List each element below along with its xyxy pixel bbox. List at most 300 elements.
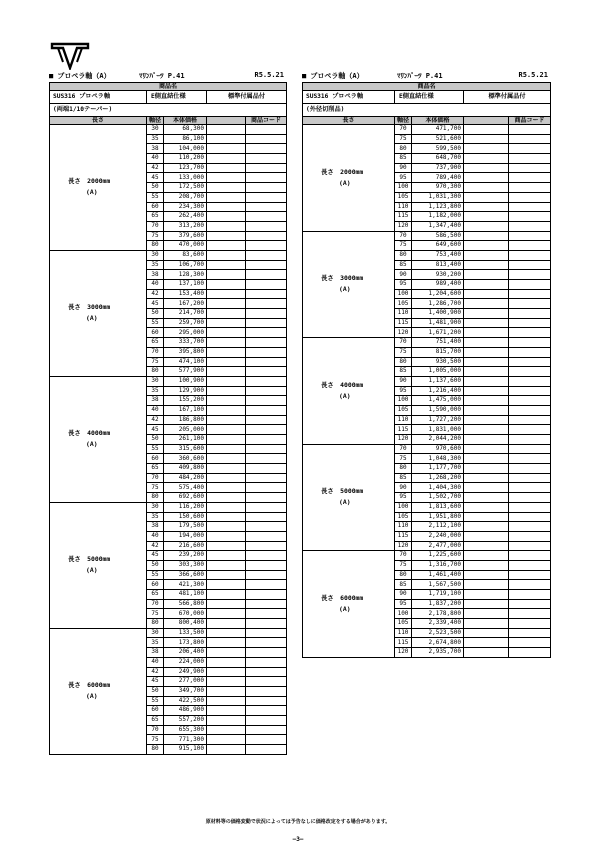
price-cell: 179,500 xyxy=(164,522,207,532)
product-code-cell xyxy=(246,250,287,260)
product-info-row xyxy=(303,91,551,104)
product-code-cell xyxy=(246,551,287,561)
band-row xyxy=(50,83,287,91)
price-cell: 1,719,100 xyxy=(412,590,464,600)
blank-cell xyxy=(207,735,246,745)
group-tag: (A) xyxy=(339,498,351,507)
price-cell: 737,900 xyxy=(412,163,464,173)
blank-cell xyxy=(464,280,509,290)
blank-cell xyxy=(464,318,509,328)
price-cell: 214,700 xyxy=(164,309,207,319)
shaft-diameter-cell: 100 xyxy=(395,609,412,619)
shaft-diameter-cell: 75 xyxy=(147,609,164,619)
price-cell: 123,700 xyxy=(164,163,207,173)
product-code-cell xyxy=(509,541,551,551)
shaft-diameter-cell: 100 xyxy=(395,502,412,512)
blank-cell xyxy=(207,376,246,386)
price-cell: 259,700 xyxy=(164,318,207,328)
price-cell: 315,600 xyxy=(164,444,207,454)
product-code-cell xyxy=(246,299,287,309)
price-cell: 586,500 xyxy=(412,231,464,241)
product-code-cell xyxy=(509,318,551,328)
price-cell: 155,200 xyxy=(164,396,207,406)
revision-date: R5.5.21 xyxy=(518,71,548,79)
length-group-cell xyxy=(303,231,395,338)
shaft-diameter-cell: 110 xyxy=(395,522,412,532)
product-sub-row xyxy=(303,104,551,117)
product-name: SUS316 プロペラ軸 xyxy=(303,91,395,104)
product-code-cell xyxy=(246,221,287,231)
product-code-cell xyxy=(246,444,287,454)
price-cell: 599,500 xyxy=(412,144,464,154)
length-group-cell xyxy=(50,125,147,251)
blank-cell xyxy=(464,638,509,648)
blank-cell xyxy=(464,541,509,551)
product-code-cell xyxy=(246,522,287,532)
price-cell: 128,300 xyxy=(164,270,207,280)
table-row xyxy=(50,376,287,386)
product-code-cell xyxy=(246,657,287,667)
shaft-diameter-cell: 38 xyxy=(147,270,164,280)
blank-cell xyxy=(207,531,246,541)
shaft-diameter-cell: 65 xyxy=(147,338,164,348)
taper-note: (両端1/10テーパー) xyxy=(50,104,287,117)
product-code-cell xyxy=(509,250,551,260)
length-group-cell xyxy=(303,444,395,551)
shaft-diameter-cell: 70 xyxy=(147,599,164,609)
shaft-diameter-cell: 105 xyxy=(395,192,412,202)
length-group-cell xyxy=(50,628,147,754)
catalog-ref: ﾏﾘﾝﾊﾟｰﾂ P.41 xyxy=(397,72,443,80)
price-cell: 133,000 xyxy=(164,173,207,183)
product-code-cell xyxy=(246,454,287,464)
product-code-cell xyxy=(246,396,287,406)
shaft-diameter-cell: 95 xyxy=(395,493,412,503)
price-cell: 1,813,600 xyxy=(412,502,464,512)
product-code-cell xyxy=(509,154,551,164)
blank-cell xyxy=(464,154,509,164)
blank-cell xyxy=(207,299,246,309)
product-code-cell xyxy=(509,280,551,290)
price-cell: 2,044,200 xyxy=(412,435,464,445)
product-code-cell xyxy=(246,745,287,755)
shaft-diameter-cell: 75 xyxy=(395,560,412,570)
price-cell: 409,800 xyxy=(164,464,207,474)
shaft-diameter-cell: 55 xyxy=(147,570,164,580)
blank-cell xyxy=(464,386,509,396)
product-info-row xyxy=(50,91,287,104)
blank-cell xyxy=(207,396,246,406)
blank-cell xyxy=(207,163,246,173)
blank-cell xyxy=(464,134,509,144)
shaft-diameter-cell: 85 xyxy=(395,154,412,164)
length-label: 長さ 3000mm xyxy=(321,274,364,283)
column-header: 商品コード xyxy=(246,117,287,125)
shaft-diameter-cell: 65 xyxy=(147,590,164,600)
product-code-cell xyxy=(246,144,287,154)
shaft-diameter-cell: 95 xyxy=(395,599,412,609)
product-code-cell xyxy=(509,454,551,464)
product-code-cell xyxy=(246,425,287,435)
length-label: 長さ 6000mm xyxy=(68,681,111,690)
shaft-diameter-cell: 38 xyxy=(147,522,164,532)
blank-cell xyxy=(207,144,246,154)
shaft-diameter-cell: 75 xyxy=(395,241,412,251)
blank-cell xyxy=(464,289,509,299)
product-code-cell xyxy=(246,173,287,183)
price-cell: 83,600 xyxy=(164,250,207,260)
blank-cell xyxy=(464,212,509,222)
blank-cell xyxy=(207,289,246,299)
shaft-diameter-cell: 75 xyxy=(147,735,164,745)
table-row xyxy=(50,628,287,638)
shaft-diameter-cell: 90 xyxy=(395,483,412,493)
shaft-diameter-cell: 35 xyxy=(147,134,164,144)
price-cell: 216,600 xyxy=(164,541,207,551)
price-cell: 1,286,700 xyxy=(412,299,464,309)
length-group-cell xyxy=(50,502,147,628)
shaft-diameter-cell: 65 xyxy=(147,715,164,725)
blank-cell xyxy=(464,619,509,629)
column-header: 軸径 xyxy=(395,117,412,125)
price-cell: 262,400 xyxy=(164,212,207,222)
product-code-cell xyxy=(509,570,551,580)
blank-cell xyxy=(207,173,246,183)
blank-cell xyxy=(464,609,509,619)
price-cell: 313,200 xyxy=(164,221,207,231)
product-code-cell xyxy=(246,541,287,551)
product-code-cell xyxy=(246,386,287,396)
product-code-cell xyxy=(246,648,287,658)
shaft-diameter-cell: 110 xyxy=(395,202,412,212)
price-cell: 422,500 xyxy=(164,696,207,706)
blank-cell xyxy=(207,425,246,435)
price-cell: 521,600 xyxy=(412,134,464,144)
price-cell: 86,100 xyxy=(164,134,207,144)
product-code-cell xyxy=(509,609,551,619)
product-code-cell xyxy=(246,502,287,512)
shaft-diameter-cell: 55 xyxy=(147,444,164,454)
price-cell: 349,700 xyxy=(164,686,207,696)
blank-cell xyxy=(207,270,246,280)
shaft-diameter-cell: 80 xyxy=(395,250,412,260)
blank-cell xyxy=(207,328,246,338)
price-cell: 277,000 xyxy=(164,677,207,687)
blank-cell xyxy=(207,386,246,396)
blank-cell xyxy=(207,454,246,464)
product-code-cell xyxy=(246,134,287,144)
product-code-cell xyxy=(509,270,551,280)
blank-cell xyxy=(464,367,509,377)
price-cell: 2,523,500 xyxy=(412,628,464,638)
shaft-diameter-cell: 80 xyxy=(147,241,164,251)
shaft-diameter-cell: 80 xyxy=(147,493,164,503)
shaft-diameter-cell: 85 xyxy=(395,367,412,377)
product-accessories: 標準付属品付 xyxy=(464,91,551,104)
group-tag: (A) xyxy=(86,188,98,197)
product-code-cell xyxy=(246,619,287,629)
shaft-diameter-cell: 115 xyxy=(395,531,412,541)
price-cell: 172,500 xyxy=(164,183,207,193)
shaft-diameter-cell: 80 xyxy=(147,745,164,755)
product-code-cell xyxy=(509,347,551,357)
blank-cell xyxy=(464,522,509,532)
price-cell: 224,000 xyxy=(164,657,207,667)
shaft-diameter-cell: 120 xyxy=(395,221,412,231)
price-cell: 379,600 xyxy=(164,231,207,241)
blank-cell xyxy=(464,599,509,609)
page-number: —3— xyxy=(292,836,304,843)
price-cell: 133,500 xyxy=(164,628,207,638)
price-cell: 2,178,800 xyxy=(412,609,464,619)
table-row xyxy=(303,125,551,135)
shaft-diameter-cell: 100 xyxy=(395,183,412,193)
shaft-diameter-cell: 90 xyxy=(395,270,412,280)
price-cell: 2,674,800 xyxy=(412,638,464,648)
blank-cell xyxy=(207,250,246,260)
blank-cell xyxy=(207,154,246,164)
price-cell: 303,300 xyxy=(164,560,207,570)
price-cell: 100,900 xyxy=(164,376,207,386)
price-cell: 1,671,200 xyxy=(412,328,464,338)
product-code-cell xyxy=(509,241,551,251)
price-cell: 800,400 xyxy=(164,619,207,629)
table-row xyxy=(303,444,551,454)
shaft-diameter-cell: 90 xyxy=(395,590,412,600)
product-code-cell xyxy=(246,531,287,541)
product-code-cell xyxy=(246,280,287,290)
shaft-diameter-cell: 60 xyxy=(147,454,164,464)
price-cell: 753,400 xyxy=(412,250,464,260)
shaft-diameter-cell: 38 xyxy=(147,396,164,406)
product-code-cell xyxy=(246,686,287,696)
blank-cell xyxy=(207,464,246,474)
blank-cell xyxy=(464,144,509,154)
shaft-diameter-cell: 40 xyxy=(147,280,164,290)
product-code-cell xyxy=(509,551,551,561)
shaft-diameter-cell: 85 xyxy=(395,260,412,270)
blank-cell xyxy=(207,435,246,445)
product-code-cell xyxy=(246,289,287,299)
blank-cell xyxy=(207,415,246,425)
price-cell: 234,300 xyxy=(164,202,207,212)
price-cell: 173,800 xyxy=(164,638,207,648)
shaft-diameter-cell: 42 xyxy=(147,415,164,425)
shaft-diameter-cell: 70 xyxy=(147,221,164,231)
shaft-diameter-cell: 75 xyxy=(147,231,164,241)
blank-cell xyxy=(207,202,246,212)
blank-cell xyxy=(207,483,246,493)
product-code-cell xyxy=(246,309,287,319)
price-cell: 1,481,900 xyxy=(412,318,464,328)
price-cell: 1,951,800 xyxy=(412,512,464,522)
price-cell: 1,182,000 xyxy=(412,212,464,222)
blank-cell xyxy=(464,270,509,280)
price-cell: 167,100 xyxy=(164,405,207,415)
group-tag: (A) xyxy=(86,440,98,449)
product-code-cell xyxy=(246,231,287,241)
product-code-cell xyxy=(246,483,287,493)
product-code-cell xyxy=(509,405,551,415)
shaft-diameter-cell: 105 xyxy=(395,619,412,629)
blank-cell xyxy=(464,435,509,445)
column-header: 商品コード xyxy=(509,117,551,125)
blank-cell xyxy=(464,570,509,580)
price-cell: 153,400 xyxy=(164,289,207,299)
shaft-diameter-cell: 85 xyxy=(395,473,412,483)
price-cell: 1,404,300 xyxy=(412,483,464,493)
shaft-diameter-cell: 45 xyxy=(147,173,164,183)
product-code-cell xyxy=(509,376,551,386)
blank-cell xyxy=(464,299,509,309)
group-tag: (A) xyxy=(86,692,98,701)
blank-cell xyxy=(207,231,246,241)
left-header xyxy=(49,70,286,82)
group-tag: (A) xyxy=(339,391,351,400)
blank-cell xyxy=(207,473,246,483)
price-cell: 295,000 xyxy=(164,328,207,338)
product-name-band: 商品名 xyxy=(303,83,551,91)
blank-cell xyxy=(464,415,509,425)
price-cell: 1,502,700 xyxy=(412,493,464,503)
product-code-cell xyxy=(246,338,287,348)
group-tag: (A) xyxy=(339,605,351,614)
product-code-cell xyxy=(246,260,287,270)
price-cell: 2,477,000 xyxy=(412,541,464,551)
product-code-cell xyxy=(246,677,287,687)
price-cell: 129,900 xyxy=(164,386,207,396)
blank-cell xyxy=(464,464,509,474)
blank-cell xyxy=(207,212,246,222)
price-cell: 333,700 xyxy=(164,338,207,348)
price-cell: 249,900 xyxy=(164,667,207,677)
blank-cell xyxy=(464,241,509,251)
length-group-cell xyxy=(50,250,147,376)
blank-cell xyxy=(207,706,246,716)
product-spec: E側直結仕様 xyxy=(395,91,464,104)
shaft-diameter-cell: 70 xyxy=(147,725,164,735)
price-cell: 557,200 xyxy=(164,715,207,725)
shaft-diameter-cell: 120 xyxy=(395,435,412,445)
blank-cell xyxy=(464,551,509,561)
blank-cell xyxy=(207,657,246,667)
blank-cell xyxy=(207,125,246,135)
shaft-diameter-cell: 95 xyxy=(395,173,412,183)
table-row xyxy=(50,250,287,260)
price-cell: 484,200 xyxy=(164,473,207,483)
shaft-diameter-cell: 80 xyxy=(395,357,412,367)
column-header xyxy=(464,117,509,125)
product-code-cell xyxy=(246,405,287,415)
blank-cell xyxy=(207,502,246,512)
blank-cell xyxy=(464,444,509,454)
price-cell: 261,100 xyxy=(164,435,207,445)
product-code-cell xyxy=(246,347,287,357)
product-code-cell xyxy=(509,328,551,338)
blank-cell xyxy=(207,609,246,619)
shaft-diameter-cell: 40 xyxy=(147,657,164,667)
price-cell: 110,200 xyxy=(164,154,207,164)
product-code-cell xyxy=(509,125,551,135)
product-code-cell xyxy=(509,522,551,532)
shaft-diameter-cell: 30 xyxy=(147,376,164,386)
blank-cell xyxy=(207,522,246,532)
price-cell: 206,400 xyxy=(164,648,207,658)
product-code-cell xyxy=(246,706,287,716)
shaft-diameter-cell: 55 xyxy=(147,696,164,706)
blank-cell xyxy=(207,405,246,415)
price-cell: 1,316,700 xyxy=(412,560,464,570)
price-cell: 771,300 xyxy=(164,735,207,745)
company-logo-icon xyxy=(50,40,90,70)
group-tag: (A) xyxy=(86,566,98,575)
product-code-cell xyxy=(509,512,551,522)
price-cell: 648,700 xyxy=(412,154,464,164)
shaft-diameter-cell: 105 xyxy=(395,512,412,522)
group-tag: (A) xyxy=(86,314,98,323)
length-label: 長さ 6000mm xyxy=(321,594,364,603)
blank-cell xyxy=(464,250,509,260)
product-code-cell xyxy=(509,648,551,658)
shaft-diameter-cell: 60 xyxy=(147,328,164,338)
product-code-cell xyxy=(246,696,287,706)
price-cell: 1,831,000 xyxy=(412,425,464,435)
blank-cell xyxy=(464,483,509,493)
product-code-cell xyxy=(246,163,287,173)
column-header: 長さ xyxy=(50,117,147,125)
price-cell: 577,900 xyxy=(164,367,207,377)
price-cell: 1,461,400 xyxy=(412,570,464,580)
product-code-cell xyxy=(246,715,287,725)
product-code-cell xyxy=(509,619,551,629)
length-label: 長さ 4000mm xyxy=(68,429,111,438)
blank-cell xyxy=(464,648,509,658)
product-code-cell xyxy=(509,212,551,222)
shaft-diameter-cell: 70 xyxy=(395,551,412,561)
length-label: 長さ 2000mm xyxy=(68,177,111,186)
product-code-cell xyxy=(246,473,287,483)
price-notice: 原材料等の価格変動で状況によっては予告なしに価格改定をする場合があります。 xyxy=(205,819,391,825)
blank-cell xyxy=(464,425,509,435)
price-cell: 1,400,900 xyxy=(412,309,464,319)
product-code-cell xyxy=(509,183,551,193)
blank-cell xyxy=(464,347,509,357)
product-accessories: 標準付属品付 xyxy=(207,91,287,104)
blank-cell xyxy=(464,328,509,338)
shaft-diameter-cell: 80 xyxy=(147,367,164,377)
price-cell: 989,400 xyxy=(412,280,464,290)
product-code-cell xyxy=(246,183,287,193)
shaft-diameter-cell: 105 xyxy=(395,299,412,309)
product-code-cell xyxy=(509,338,551,348)
shaft-diameter-cell: 100 xyxy=(395,289,412,299)
blank-cell xyxy=(464,502,509,512)
blank-cell xyxy=(207,444,246,454)
price-cell: 1,837,200 xyxy=(412,599,464,609)
shaft-diameter-cell: 30 xyxy=(147,502,164,512)
product-code-cell xyxy=(246,493,287,503)
blank-cell xyxy=(207,512,246,522)
shaft-diameter-cell: 115 xyxy=(395,425,412,435)
blank-cell xyxy=(207,599,246,609)
product-sub-row xyxy=(50,104,287,117)
shaft-diameter-cell: 120 xyxy=(395,328,412,338)
shaft-diameter-cell: 115 xyxy=(395,638,412,648)
product-code-cell xyxy=(509,231,551,241)
price-cell: 1,268,200 xyxy=(412,473,464,483)
product-code-cell xyxy=(246,270,287,280)
price-cell: 116,200 xyxy=(164,502,207,512)
